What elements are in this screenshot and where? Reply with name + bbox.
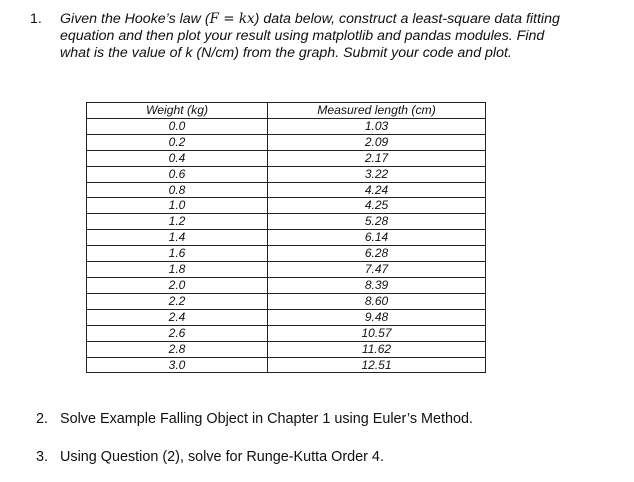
length-cell: 2.17 [268,150,486,166]
weight-cell: 1.2 [87,214,268,230]
weight-cell: 2.2 [87,293,268,309]
weight-cell: 2.6 [87,325,268,341]
question-1-text [60,11,630,62]
hookes-law-data-table [86,102,486,373]
length-cell: 7.47 [268,262,486,278]
weight-cell: 3.0 [87,357,268,373]
table-row [87,277,486,293]
length-cell: 11.62 [268,341,486,357]
question-1-line-2: equation and then plot your result using matplotlib and pandas modules. Find [60,28,545,44]
weight-cell: 0.4 [87,150,268,166]
length-cell: 4.24 [268,182,486,198]
table-row [87,182,486,198]
formula-force: F [209,11,219,27]
question-2-number: 2. [36,411,49,427]
table-row [87,293,486,309]
weight-cell: 0.2 [87,134,268,150]
table-row [87,214,486,230]
weight-cell: 1.0 [87,198,268,214]
table-row [87,341,486,357]
question-1-line-1 [60,11,630,28]
length-cell: 6.14 [268,230,486,246]
length-cell: 8.60 [268,293,486,309]
table-row [87,118,486,134]
length-column-header: Measured length (cm) [268,103,486,119]
weight-cell: 0.6 [87,166,268,182]
length-cell: 5.28 [268,214,486,230]
table-header-row [87,103,486,119]
table-row [87,325,486,341]
question-1-number: 1. [30,11,42,27]
length-cell: 2.09 [268,134,486,150]
length-cell: 9.48 [268,309,486,325]
length-cell: 3.22 [268,166,486,182]
table-row [87,230,486,246]
length-cell: 8.39 [268,277,486,293]
length-cell: 12.51 [268,357,486,373]
length-cell: 10.57 [268,325,486,341]
question-1-line-1-prefix: Given the Hooke’s law ( [60,11,210,27]
weight-cell: 0.0 [87,118,268,134]
table-row [87,134,486,150]
table-row [87,246,486,262]
length-cell: 4.25 [268,198,486,214]
weight-cell: 1.6 [87,246,268,262]
table-row [87,150,486,166]
table-body [87,118,486,373]
question-3 [36,449,384,465]
question-1-line-1-suffix: ) data below, construct a least-square data fitting [254,11,560,27]
table-row [87,309,486,325]
question-3-number: 3. [36,449,49,465]
weight-cell: 2.4 [87,309,268,325]
weight-cell: 2.8 [87,341,268,357]
question-1 [30,11,630,62]
question-2-text: Solve Example Falling Object in Chapter 1 using Euler’s Method. [60,411,474,427]
question-2 [36,411,473,427]
question-3-text: Using Question (2), solve for Runge-Kutta Order 4. [60,449,384,465]
length-cell: 1.03 [268,118,486,134]
formula-kx: kx [238,11,255,27]
weight-cell: 1.4 [87,230,268,246]
weight-cell: 0.8 [87,182,268,198]
table-row [87,198,486,214]
hookes-law-formula [210,11,255,27]
question-1-line-3: what is the value of k (N/cm) from the graph. Submit your code and plot. [60,45,512,61]
table-row [87,357,486,373]
weight-cell: 2.0 [87,277,268,293]
formula-equals: = [218,11,239,27]
weight-column-header: Weight (kg) [87,103,268,119]
table-row [87,262,486,278]
weight-cell: 1.8 [87,262,268,278]
length-cell: 6.28 [268,246,486,262]
table-row [87,166,486,182]
